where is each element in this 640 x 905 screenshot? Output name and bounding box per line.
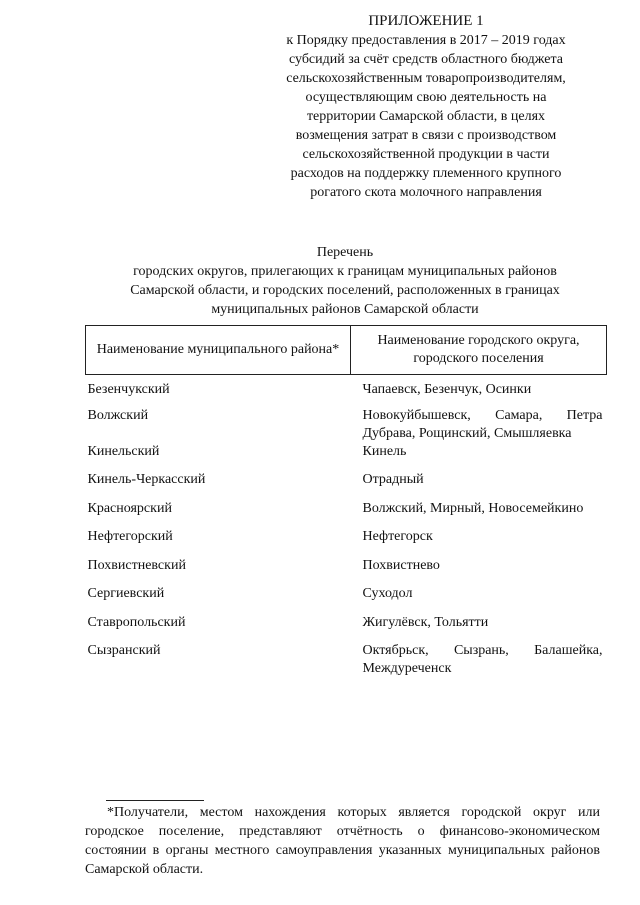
appendix-line: к Порядку предоставления в 2017 – 2019 годах: [286, 33, 566, 48]
table-row: [86, 642, 607, 682]
towns-cell: Суходол: [362, 585, 413, 601]
district-cell: Безенчукский: [87, 382, 170, 397]
towns-cell: Волжский, Мирный, Новосемейкино: [362, 500, 584, 516]
district-cell: Кинель-Черкасский: [87, 471, 206, 487]
table-row: [86, 471, 607, 500]
appendix-line: рогатого скота молочного направления: [310, 185, 542, 200]
appendix-line: субсидий за счёт средств областного бюджета: [288, 52, 564, 67]
appendix-line: возмещения затрат в связи с производством: [295, 128, 557, 143]
towns-cell: Чапаевск, Безенчук, Осинки: [362, 382, 532, 397]
towns-cell: Отрадный: [362, 471, 424, 487]
table-row: [86, 402, 607, 443]
district-cell: Похвистневский: [87, 557, 186, 573]
table-row: [86, 557, 607, 585]
column-header-towns: Наименование городского округа, городского поселения: [351, 326, 607, 375]
footnote-divider: [106, 800, 204, 801]
heading-line: Самарской области, и городских поселений, расположенных в границах: [130, 283, 560, 298]
appendix-line: сельскохозяйственным товаропроизводителям,: [286, 71, 566, 86]
district-cell: Сергиевский: [87, 585, 165, 601]
table-row: [86, 585, 607, 614]
districts-table: [85, 325, 607, 682]
heading-title: Перечень: [316, 245, 374, 260]
district-cell: Нефтегорский: [87, 528, 173, 544]
district-cell: Кинельский: [87, 443, 160, 459]
table-header-row: [86, 326, 607, 375]
towns-cell: Жигулёвск, Тольятти: [362, 614, 489, 630]
towns-cell: Октябрьск, Сызрань, Балашейка, Междуреченск: [362, 642, 603, 676]
towns-cell: Похвистнево: [362, 557, 440, 573]
appendix-line: сельскохозяйственной продукции в части: [302, 147, 550, 162]
list-heading: [80, 243, 610, 319]
district-cell: Сызранский: [87, 642, 161, 658]
district-cell: Волжский: [87, 407, 149, 423]
appendix-line: осуществляющим свою деятельность на: [305, 90, 547, 105]
table-row: [86, 528, 607, 557]
towns-cell: Кинель: [362, 443, 407, 459]
appendix-title: ПРИЛОЖЕНИЕ 1: [368, 13, 484, 29]
district-cell: Ставропольский: [87, 614, 186, 630]
table-row: [86, 500, 607, 528]
appendix-line: территории Самарской области, в целях: [306, 109, 546, 124]
towns-cell: Нефтегорск: [362, 528, 433, 544]
heading-line: муниципальных районов Самарской области: [211, 302, 479, 317]
towns-cell: Новокуйбышевск, Самара, Петра Дубрава, Рощинский, Смышляевка: [362, 407, 603, 441]
table-row: [86, 443, 607, 471]
district-cell: Красноярский: [87, 500, 172, 516]
footnote: *Получатели, местом нахождения которых является городской округ или городское поселение, представляют отчётность о финансово-экономическом состоянии в органы местного самоуправления указанных муниципальных районов Самарской области.: [85, 805, 600, 877]
table-row: [86, 614, 607, 642]
appendix-block: [256, 12, 596, 202]
table-row: [86, 375, 607, 402]
heading-line: городских округов, прилегающих к границам муниципальных районов: [133, 264, 557, 279]
column-header-district: Наименование муниципального района*: [86, 326, 351, 375]
appendix-line: расходов на поддержку племенного крупного: [290, 166, 562, 181]
